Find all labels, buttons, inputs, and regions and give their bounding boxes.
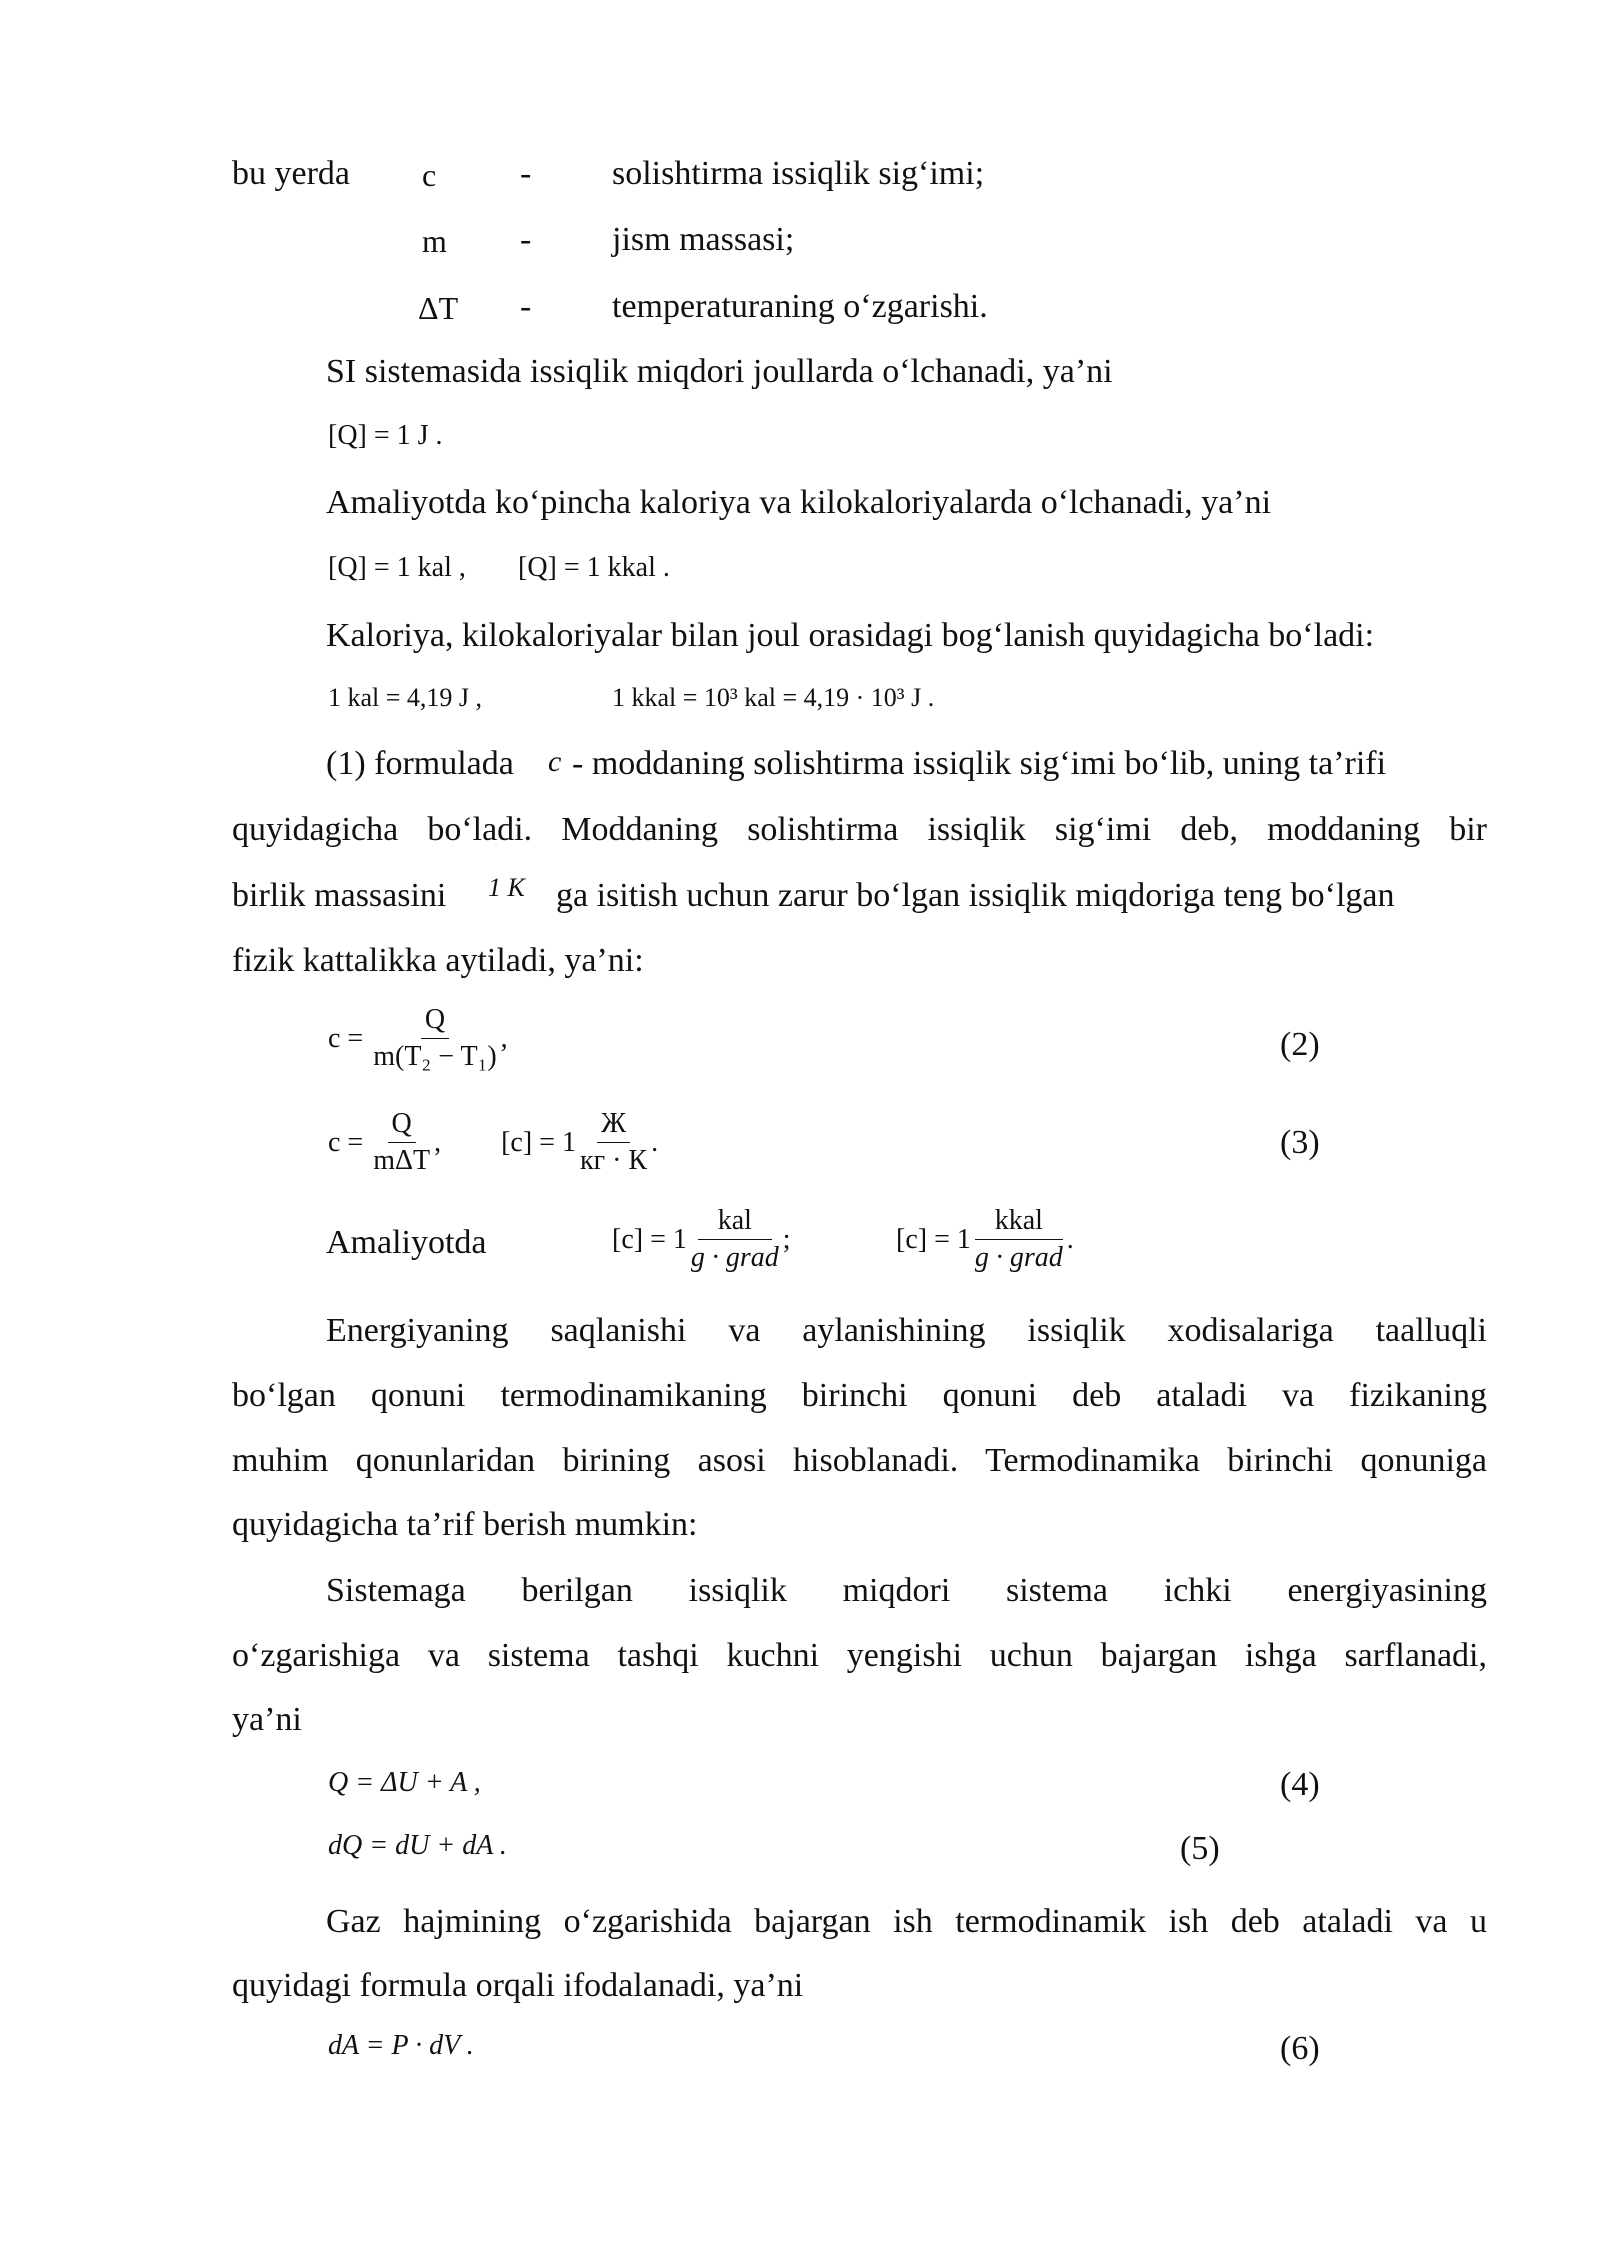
am1-denominator: g · grad <box>690 1242 779 1273</box>
para-system-line3: ya’ni <box>232 1701 302 1738</box>
equation-number-2: (2) <box>1280 1026 1320 1063</box>
am1-fraction <box>687 1205 783 1274</box>
practice-unit-kkal <box>896 1205 1074 1274</box>
def-dash-1: - <box>520 155 532 192</box>
def-symbol-c: c <box>422 157 437 193</box>
formula-kkal-joule: 1 kkal = 10³ kal = 4,19 · 10³ J . <box>612 683 935 712</box>
am2-numerator: kkal <box>975 1205 1063 1240</box>
am1-numerator: kal <box>698 1205 772 1240</box>
eq3-unit-numerator: Ж <box>597 1108 630 1143</box>
equation-5: dQ = dU + dA . <box>328 1830 507 1861</box>
eq2-lhs: c = <box>328 1022 364 1054</box>
def-desc-m: jism massasi; <box>612 221 795 258</box>
para-c-line2: quyidagicha bo‘ladi. Moddaning solishtirma issiqlik sig‘imi deb, moddaning bir <box>232 811 1487 848</box>
defs-intro: bu yerda <box>232 155 351 192</box>
def-desc-dt: temperaturaning o‘zgarishi. <box>612 288 988 325</box>
eq3-lhs: c = <box>328 1126 364 1158</box>
para-c-line1-start: (1) formulada <box>326 745 514 782</box>
def-dash-2: - <box>520 221 532 258</box>
eq3-fraction <box>369 1108 434 1177</box>
formula-kkal: [Q] = 1 kkal . <box>518 552 670 583</box>
equation-number-4: (4) <box>1280 1766 1320 1803</box>
eq2-denominator: m(T₂ − T₁) <box>373 1041 497 1072</box>
amaliyotda-label: Amaliyotda <box>326 1224 487 1261</box>
am2-lhs: [c] = 1 <box>896 1223 971 1255</box>
para-first-law-line2: bo‘lgan qonuni termodinamikaning birinchi qonuni deb ataladi va fizikaning <box>232 1377 1487 1414</box>
equation-number-5: (5) <box>1180 1830 1220 1867</box>
equation-2 <box>328 1004 508 1073</box>
eq3-tail: , <box>434 1126 442 1158</box>
para-c-line3-start: birlik massasini <box>232 877 447 914</box>
eq3-unit-denominator: кг · К <box>579 1145 648 1176</box>
si-units-line: SI sistemasida issiqlik miqdori joullarda o‘lchanadi, ya’ni <box>326 353 1113 390</box>
def-symbol-m: m <box>422 223 447 259</box>
practice-units-line: Amaliyotda ko‘pincha kaloriya va kilokaloriyalarda o‘lchanadi, ya’ni <box>326 484 1272 521</box>
equation-3 <box>328 1108 658 1177</box>
para-first-law-line4: quyidagicha ta’rif berish mumkin: <box>232 1506 698 1543</box>
formula-kal: [Q] = 1 kal , <box>328 552 466 583</box>
para-first-law-line1: Energiyaning saqlanishi va aylanishining issiqlik xodisalariga taalluqli <box>326 1312 1487 1349</box>
equation-number-6: (6) <box>1280 2030 1320 2067</box>
eq3-unit-tail: . <box>651 1126 659 1158</box>
practice-unit-kal <box>612 1205 791 1274</box>
para-system-line2: o‘zgarishiga va sistema tashqi kuchni yengishi uchun bajargan ishga sarflanadi, <box>232 1637 1487 1674</box>
para-system-line1: Sistemaga berilgan issiqlik miqdori sistema ichki energiyasining <box>326 1572 1487 1609</box>
para-c-symbol: c <box>548 745 562 778</box>
eq3-unit-lhs: [c] = 1 <box>501 1126 576 1158</box>
eq2-tail: , <box>500 1022 508 1054</box>
para-first-law-line3: muhim qonunlaridan birining asosi hisoblanadi. Termodinamika birinchi qonuniga <box>232 1442 1487 1479</box>
para-c-line1-end: - moddaning solishtirma issiqlik sig‘imi bo‘lib, uning ta’rifi <box>572 745 1387 782</box>
equation-6: dA = P · dV . <box>328 2030 474 2061</box>
am1-tail: ; <box>782 1223 791 1255</box>
equation-number-3: (3) <box>1280 1124 1320 1161</box>
am1-lhs: [c] = 1 <box>612 1223 687 1255</box>
am2-denominator: g · grad <box>974 1242 1063 1273</box>
para-c-line4: fizik kattalikka aytiladi, ya’ni: <box>232 942 644 979</box>
eq3-denominator: mΔT <box>373 1145 431 1176</box>
eq3-numerator: Q <box>388 1108 416 1143</box>
formula-si-unit: [Q] = 1 J . <box>328 420 443 451</box>
para-c-line3-end: ga isitish uchun zarur bo‘lgan issiqlik miqdoriga teng bo‘lgan <box>556 877 1395 914</box>
para-gas-work-line1: Gaz hajmining o‘zgarishida bajargan ish termodinamik ish deb ataladi va u <box>326 1903 1487 1940</box>
am2-tail: . <box>1066 1223 1074 1255</box>
conversion-line: Kaloriya, kilokaloriyalar bilan joul orasidagi bog‘lanish quyidagicha bo‘ladi: <box>326 617 1375 654</box>
formula-kal-joule: 1 kal = 4,19 J , <box>328 683 483 712</box>
def-symbol-dt: ΔT <box>418 290 459 326</box>
para-c-kelvin: 1 K <box>488 873 525 902</box>
para-gas-work-line2: quyidagi formula orqali ifodalanadi, ya’ni <box>232 1967 804 2004</box>
eq2-fraction <box>369 1004 500 1073</box>
def-dash-3: - <box>520 288 532 325</box>
equation-4: Q = ΔU + A , <box>328 1767 481 1798</box>
def-desc-c: solishtirma issiqlik sig‘imi; <box>612 155 985 192</box>
eq3-unit-fraction <box>576 1108 651 1177</box>
eq2-numerator: Q <box>421 1004 449 1039</box>
am2-fraction <box>971 1205 1067 1274</box>
